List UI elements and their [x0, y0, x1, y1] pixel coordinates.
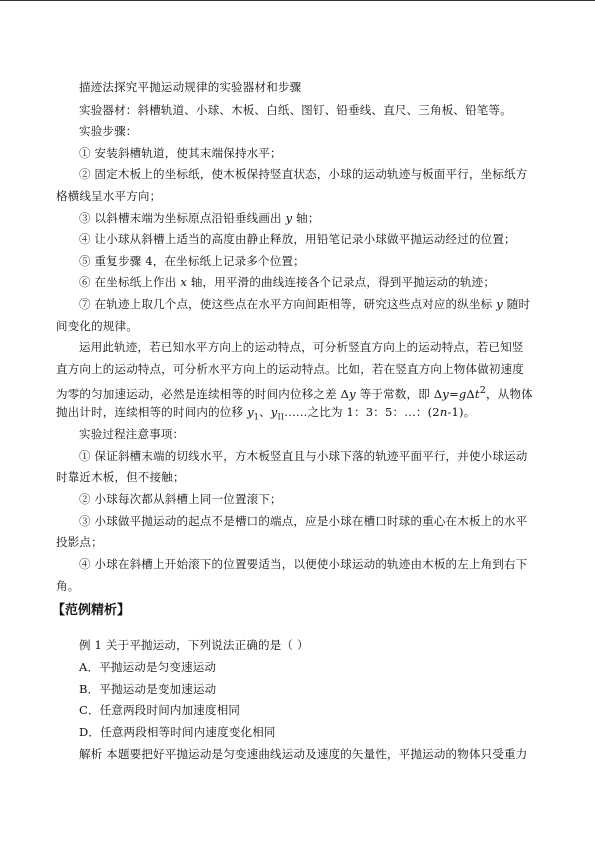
variable: y=g: [442, 386, 467, 401]
text-line: [56, 384, 533, 401]
heading: 描迹法探究平抛运动规律的实验器材和步骤: [79, 80, 302, 94]
text-line: 运用此轨迹，若已知水平方向上的运动特点，可分析竖直方向上的运动特点，若已知竖: [79, 340, 524, 354]
text-run: 轴；: [292, 211, 320, 225]
text-line: 角。: [56, 579, 80, 593]
text-run: 为零的匀加速运动，必然是连续相等的时间内位移之差 Δ: [56, 386, 350, 401]
variable: y: [270, 405, 278, 419]
text-line: 投影点；: [56, 535, 103, 549]
text-line: ④ 小球在斜槽上开始滚下的位置要适当，以便使小球运动的轨迹由木板的左上角到右下: [79, 557, 528, 571]
variable: y: [349, 386, 356, 401]
text-run: ，从物体: [486, 386, 533, 401]
text-line: ① 保证斜槽末端的切线水平，方木板竖直且与小球下落的轨迹平面平行，并使小球运动: [79, 449, 528, 463]
text-run: 等于常数，即 Δ: [355, 386, 443, 401]
text-run: 随时: [502, 297, 531, 311]
option-b: B．平抛运动是变加速运动: [79, 682, 217, 696]
header-rule: [0, 0, 595, 1]
section-heading: 【范例精析】: [52, 603, 131, 618]
text-run: ③ 以斜槽末端为坐标原点沿铅垂线画出: [79, 211, 286, 225]
variable: n: [439, 405, 448, 419]
text-line: ⑤ 重复步骤 4，在坐标纸上记录多个位置；: [79, 254, 305, 268]
superscript: 2: [479, 385, 487, 396]
text-line: 直方向上的运动特点，可分析水平方向上的运动特点。比如，若在竖直方向上物体做初速度: [56, 362, 524, 376]
variable: t: [474, 386, 480, 401]
text-run: Δ: [466, 386, 475, 401]
variable: x: [180, 275, 187, 289]
variable: y: [247, 405, 254, 419]
text-run: -1)。: [447, 405, 476, 419]
text-run: 轴，用平滑的曲线连接各个记录点，得到平抛运动的轨迹；: [187, 275, 496, 289]
text-line: 间变化的规律。: [56, 319, 138, 333]
text-line: 实验步骤：: [79, 124, 138, 138]
text-run: ……之比为 1：3：5：…：(2: [284, 405, 440, 419]
text-run: ⑦ 在轨迹上取几个点，使这些点在水平方向间距相等，研究这些点对应的纵坐标: [79, 297, 497, 311]
text-line: ① 安装斜槽轨道，使其末端保持水平；: [79, 146, 282, 160]
text-line: 实验器材：斜槽轨道、小球、木板、白纸、图钉、铅垂线、直尺、三角板、铅笔等。: [79, 103, 512, 117]
analysis: 解析 本题要把好平抛运动是匀变速曲线运动及速度的矢量性，平抛运动的物体只受重力: [79, 747, 528, 761]
text-line: ② 小球每次都从斜槽上同一位置滚下；: [79, 492, 282, 506]
question: 例 1 关于平抛运动，下列说法正确的是（ ）: [79, 638, 309, 652]
subscript: II: [277, 412, 285, 422]
text-line: ④ 让小球从斜槽上适当的高度由静止释放，用铅笔记录小球做平抛运动经过的位置；: [79, 232, 516, 246]
subscript: 1: [253, 412, 260, 422]
text-line: [79, 275, 495, 289]
text-line: ② 固定木板上的坐标纸，使木板保持竖直状态，小球的运动轨迹与板面平行，坐标纸方: [79, 167, 528, 181]
variable: y: [496, 297, 503, 311]
text-run: ⑥ 在坐标纸上作出: [79, 275, 181, 289]
text-line: [79, 297, 530, 311]
text-run: 抛出计时，连续相等的时间内的位移: [56, 405, 248, 419]
text-line: ③ 小球做平抛运动的起点不是槽口的端点，应是小球在槽口时球的重心在木板上的水平: [79, 514, 528, 528]
text-run: 、: [259, 405, 271, 419]
option-c: C．任意两段时间内加速度相同: [79, 703, 241, 717]
text-line: [56, 405, 475, 424]
variable: y: [285, 211, 293, 225]
text-line: [79, 211, 320, 225]
option-a: A．平抛运动是匀变速运动: [79, 660, 217, 674]
text-line: 格横线呈水平方向；: [56, 189, 162, 203]
text-line: 实验过程注意事项：: [79, 427, 185, 441]
text-line: 时靠近木板，但不接触；: [56, 470, 185, 484]
option-d: D．任意两段相等时间内速度变化相同: [79, 725, 276, 739]
